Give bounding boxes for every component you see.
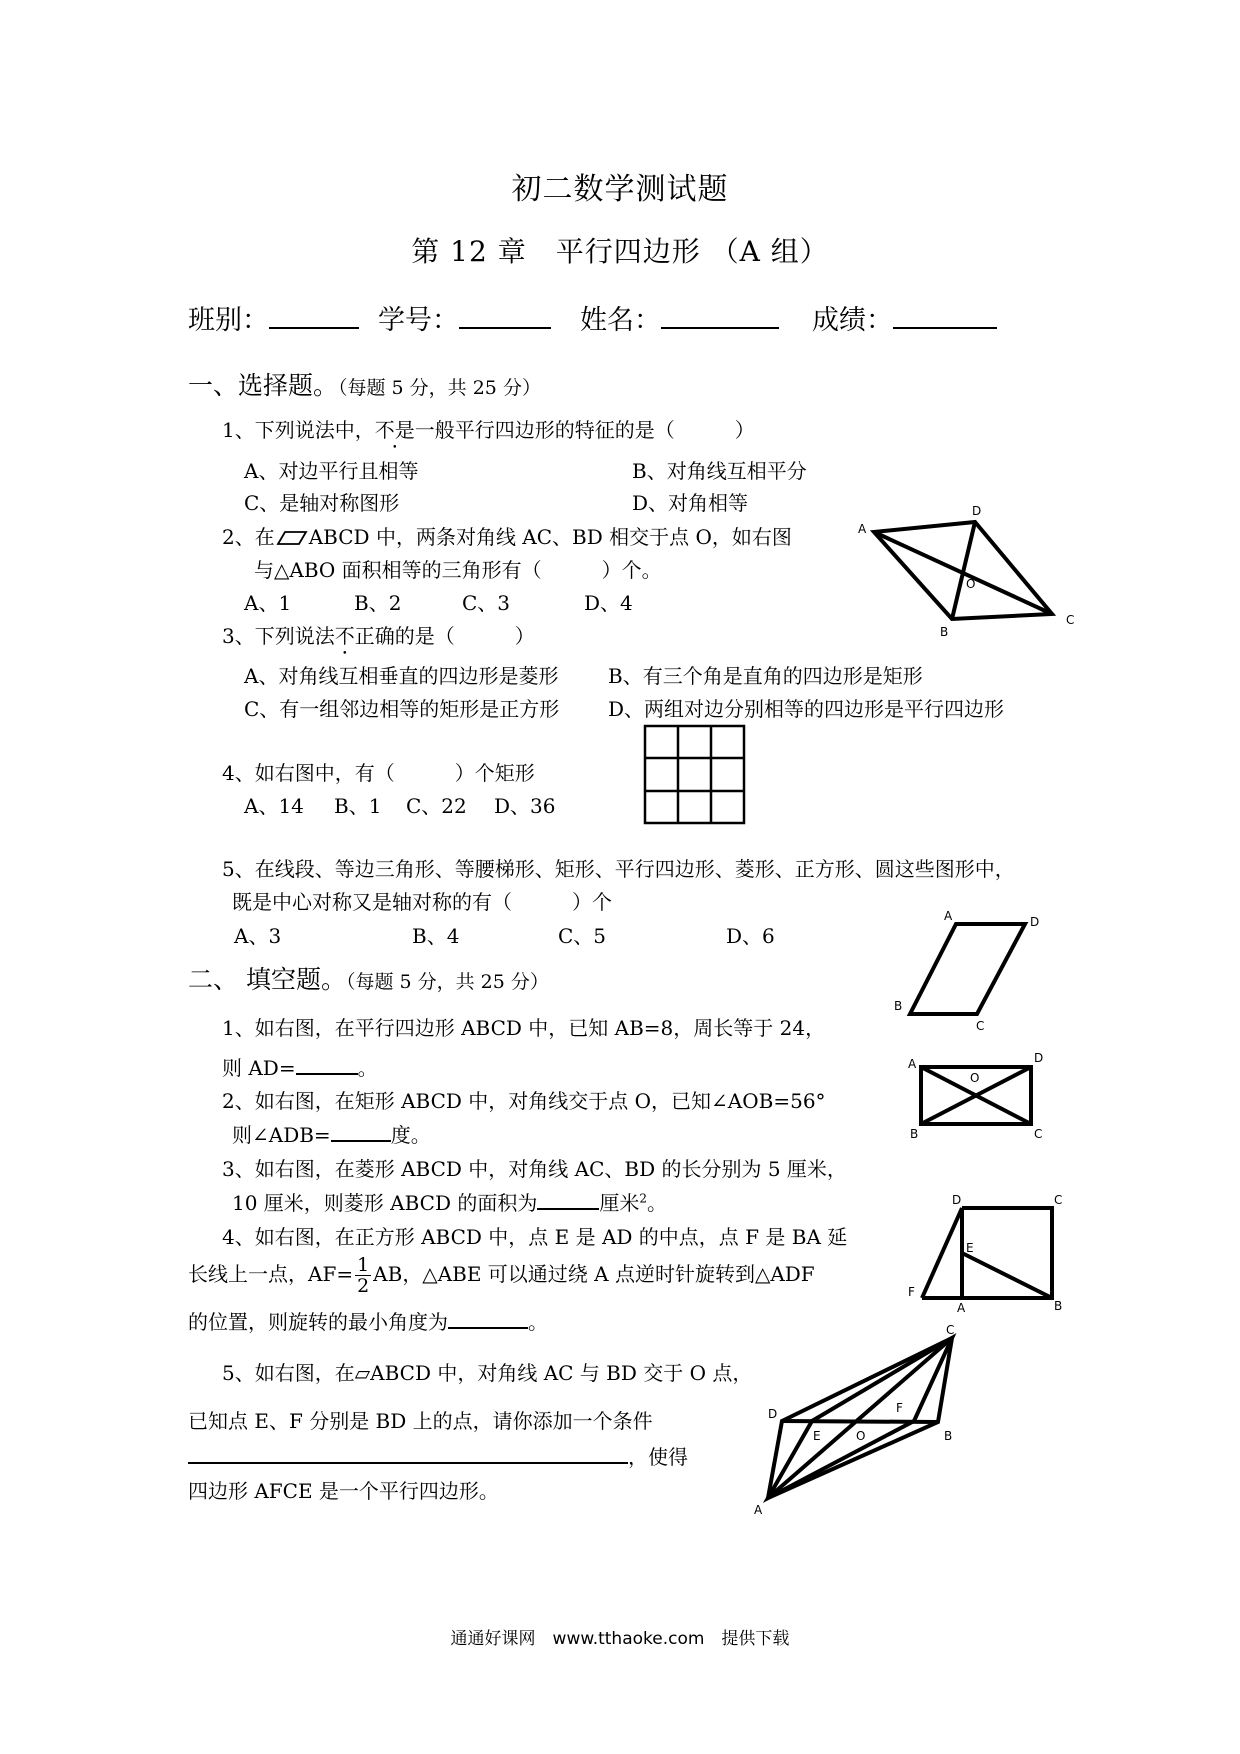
score-label: 成绩： — [812, 305, 893, 336]
fig-s2-q5-label-f: F — [896, 1401, 903, 1415]
s2-q1-line1: 1、如右图，在平行四边形 ABCD 中，已知 AB=8，周长等于 24， — [222, 1016, 826, 1040]
class-label: 班别： — [188, 305, 269, 336]
fig-s2-q4-label-b: B — [1054, 1299, 1063, 1313]
page-subtitle: 第 12 章 平行四边形 （A 组） — [411, 235, 829, 268]
s1-q5-option-c[interactable]: C、5 — [558, 924, 607, 948]
page-title: 初二数学测试题 — [511, 172, 729, 207]
fig-s2-q2-label-c: C — [1034, 1127, 1043, 1141]
fig-s2-q1-label-c: C — [976, 1019, 985, 1033]
fig-s2-q5-label-c: C — [946, 1323, 955, 1337]
section1-note: （每题 5 分，共 25 分） — [338, 377, 541, 399]
fig-s2-q1-label-a: A — [944, 909, 953, 923]
s1-q3-option-b[interactable]: B、有三个角是直角的四边形是矩形 — [608, 664, 923, 688]
s2-q4-line3-post: 。 — [528, 1310, 548, 1334]
section2-title: 二、 填空题。 — [188, 965, 346, 994]
s1-q3-emph: 不 — [334, 624, 355, 648]
s2-q5-post: ABCD 中，对角线 AC 与 BD 交于 O 点， — [370, 1361, 753, 1385]
s1-q1-option-a[interactable]: A、对边平行且相等 — [244, 459, 419, 483]
s2-q4-post: AB，△ABE 可以通过绕 A 点逆时针旋转到△ADF — [373, 1262, 815, 1286]
s2-q2-post: 度。 — [390, 1123, 431, 1147]
fig-s2-q1-label-b: B — [894, 999, 903, 1013]
s1-q1-option-d[interactable]: D、对角相等 — [632, 491, 749, 515]
s1-q5-line2: 既是中心对称又是轴对称的有（ ）个 — [232, 890, 612, 914]
s1-q5-option-d[interactable]: D、6 — [726, 924, 775, 948]
s2-q2-pre: 则∠ADB= — [232, 1123, 331, 1147]
s2-q3-post: 厘米 — [599, 1191, 640, 1215]
fig-s2-q2-label-o: O — [970, 1071, 980, 1085]
s1-q3-option-c[interactable]: C、有一组邻边相等的矩形是正方形 — [244, 697, 560, 721]
s1-q2-pre: 2、在 — [222, 525, 275, 549]
s2-q4-line3-pre: 的位置，则旋转的最小角度为 — [188, 1310, 448, 1334]
s1-q4-option-c[interactable]: C、22 — [406, 794, 467, 818]
s1-q2-option-c[interactable]: C、3 — [462, 591, 511, 615]
s2-q3-pre: 10 厘米，则菱形 ABCD 的面积为 — [232, 1191, 538, 1215]
s2-q4-line1: 4、如右图，在正方形 ABCD 中，点 E 是 AD 的中点，点 F 是 BA 延 — [222, 1225, 848, 1249]
fig-s2-q4-label-c: C — [1054, 1193, 1063, 1207]
fig-s1-q2-label-o: O — [966, 577, 976, 591]
s1-q2-option-d[interactable]: D、4 — [584, 591, 633, 615]
fig-s2-q1-label-d: D — [1030, 915, 1040, 929]
fig-s2-q4-label-f: F — [908, 1285, 915, 1299]
s2-q3-line1: 3、如右图，在菱形 ABCD 中，对角线 AC、BD 的长分别为 5 厘米， — [222, 1157, 847, 1181]
name-label: 姓名： — [580, 305, 661, 336]
s2-q1-pre: 则 AD= — [222, 1056, 296, 1080]
s1-q5-option-b[interactable]: B、4 — [412, 924, 460, 948]
parallelogram-glyph-icon: ▱ — [354, 1361, 371, 1385]
s1-q4-stem: 4、如右图中，有（ ）个矩形 — [222, 761, 535, 785]
s1-q4-option-b[interactable]: B、1 — [334, 794, 382, 818]
fig-s2-q2-label-d: D — [1034, 1051, 1044, 1065]
s2-q4-pre: 长线上一点，AF= — [188, 1262, 354, 1286]
s1-q5-line1: 5、在线段、等边三角形、等腰梯形、矩形、平行四边形、菱形、正方形、圆这些图形中， — [222, 857, 1015, 881]
fig-s2-q5-label-b: B — [944, 1429, 953, 1443]
s2-q2-line1: 2、如右图，在矩形 ABCD 中，对角线交于点 O，已知∠AOB=56° — [222, 1089, 826, 1113]
s2-q5-line2: 已知点 E、F 分别是 BD 上的点，请你添加一个条件 — [188, 1409, 653, 1433]
s2-q5-line3-post: ，使得 — [628, 1445, 688, 1469]
s1-q1-option-b[interactable]: B、对角线互相平分 — [632, 459, 807, 483]
fig-s2-q5-label-d: D — [768, 1407, 778, 1421]
fig-s1-q2-label-c: C — [1066, 613, 1075, 627]
fig-s2-q5-label-e: E — [813, 1429, 821, 1443]
fig-s2-q2-label-b: B — [910, 1127, 919, 1141]
s1-q3-option-d[interactable]: D、两组对边分别相等的四边形是平行四边形 — [608, 697, 1005, 721]
fig-s2-q2-label-a: A — [908, 1057, 917, 1071]
fig-s2-q4-label-e: E — [966, 1241, 974, 1255]
fig-s1-q2-label-a: A — [858, 522, 867, 536]
s1-q5-option-a[interactable]: A、3 — [234, 924, 282, 948]
s1-q3-post: 正确的是（ ） — [354, 624, 535, 648]
s1-q3-pre: 3、下列说法 — [222, 624, 335, 648]
id-label: 学号： — [378, 305, 459, 336]
fig-s1-q2-label-d: D — [972, 504, 982, 518]
s1-q1-pre: 1、下列说法中， — [222, 418, 375, 442]
fig-s2-q5-label-o: O — [856, 1429, 866, 1443]
fig-s2-q4-label-d: D — [952, 1193, 962, 1207]
s2-q5-line4: 四边形 AFCE 是一个平行四边形。 — [188, 1479, 499, 1503]
s1-q1-option-c[interactable]: C、是轴对称图形 — [244, 491, 400, 515]
s1-q2-line2: 与△ABO 面积相等的三角形有（ ）个。 — [254, 558, 662, 582]
section1-title: 一、选择题。 — [188, 371, 339, 400]
footer-credit: 通通好课网 www.tthaoke.com 提供下载 — [450, 1629, 790, 1649]
s2-q4-frac-num: 1 — [357, 1254, 370, 1276]
s2-q3-end: 。 — [647, 1191, 668, 1215]
fig-s1-q2-label-b: B — [940, 625, 949, 639]
s1-q1-emph: 不是 — [374, 418, 415, 442]
fig-s2-q4-label-a: A — [957, 1301, 966, 1315]
s2-q3-sup: 2 — [639, 1191, 648, 1206]
s1-q4-option-d[interactable]: D、36 — [494, 794, 556, 818]
s1-q2-option-a[interactable]: A、1 — [244, 591, 292, 615]
s1-q4-option-a[interactable]: A、14 — [244, 794, 304, 818]
s2-q4-frac-den: 2 — [357, 1275, 370, 1297]
s2-q1-post: 。 — [357, 1056, 378, 1080]
s2-q5-pre: 5、如右图，在 — [222, 1361, 355, 1385]
fig-s2-q5-label-a: A — [754, 1503, 763, 1517]
s1-q2-option-b[interactable]: B、2 — [354, 591, 402, 615]
s1-q1-post: 一般平行四边形的特征的是（ ） — [414, 418, 755, 442]
s1-q3-option-a[interactable]: A、对角线互相垂直的四边形是菱形 — [244, 664, 559, 688]
s1-q2-post: ABCD 中，两条对角线 AC、BD 相交于点 O，如右图 — [308, 525, 792, 549]
section2-note: （每题 5 分，共 25 分） — [345, 971, 549, 993]
